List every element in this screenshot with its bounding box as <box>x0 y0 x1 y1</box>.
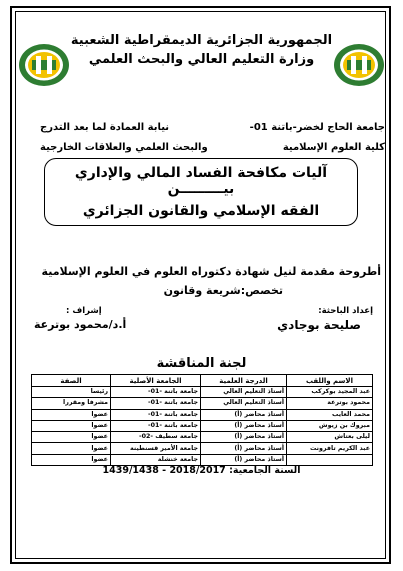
thesis-title-connector: بيـــــــــن <box>167 181 235 197</box>
supervisor-label: إشراف : <box>66 306 102 316</box>
table-header-row <box>32 375 373 387</box>
table-row <box>32 409 373 420</box>
member-university: جامعة باتنة -01- <box>111 409 201 420</box>
student-name: صليحة بوجادي <box>277 318 361 332</box>
member-name: مبروك بن زيوش <box>287 420 373 431</box>
member-rank: أستاذ محاضر (أ) <box>201 432 287 443</box>
thesis-title-box <box>44 158 358 226</box>
member-university: جامعة باتنة -01- <box>111 420 201 431</box>
table-row <box>32 420 373 431</box>
member-role: عضوا <box>32 409 111 420</box>
member-role: عضوا <box>32 432 111 443</box>
member-university: جامعة سطيف -02- <box>111 432 201 443</box>
member-rank: أستاذ محاضر (أ) <box>201 443 287 454</box>
member-name: محمد العايب <box>287 409 373 420</box>
member-role: عضوا <box>32 420 111 431</box>
member-name: ليلى بعتاش <box>287 432 373 443</box>
member-university: جامعة الأمير قسنطينة <box>111 443 201 454</box>
thesis-specialty: تخصص:شريعة وقانون <box>163 284 283 297</box>
member-university: جامعة خنشلة <box>111 454 201 465</box>
supervisor-name: أ.د/محمود بوترعة <box>34 318 127 331</box>
member-rank: أستاذ التعليم العالي <box>201 387 287 398</box>
faculty-name: كلية العلوم الإسلامية <box>282 142 385 153</box>
member-university: جامعة باتنة -01- <box>111 398 201 409</box>
member-role: عضوا <box>32 443 111 454</box>
member-rank: أستاذ محاضر (أ) <box>201 420 287 431</box>
table-row <box>32 443 373 454</box>
university-emblem-icon <box>17 42 71 88</box>
thesis-title-line-3: الفقه الإسلامي والقانون الجزائري <box>82 203 320 219</box>
member-role: رئيسا <box>32 387 111 398</box>
deanship-line-1: نيابة العمادة لما بعد التدرج <box>40 122 170 133</box>
committee-title: لجنة المناقشة <box>156 356 247 371</box>
deanship-line-2: والبحث العلمي والعلاقات الخارجية <box>40 142 208 153</box>
university-name: جامعة الحاج لخضر-باتنة 01- <box>249 122 385 133</box>
member-name: عبد المجيد بوكركب <box>287 387 373 398</box>
member-rank: أستاذ محاضر (أ) <box>201 409 287 420</box>
member-name: عبد الكريم تافرونت <box>287 443 373 454</box>
table-row <box>32 387 373 398</box>
ministry-header: وزارة التعليم العالي والبحث العلمي <box>88 52 315 67</box>
member-rank: أستاذ محاضر (أ) <box>201 454 287 465</box>
column-header-university: الجامعة الأصلية <box>111 375 201 387</box>
member-role: مشرفا ومقررا <box>32 398 111 409</box>
thesis-description: أطروحة مقدمة لنيل شهادة دكتوراه العلوم في العلوم الإسلامية <box>41 265 381 278</box>
member-name: محمود بوترعة <box>287 398 373 409</box>
member-name <box>287 454 373 465</box>
column-header-role: الصفة <box>32 375 111 387</box>
republic-header: الجمهورية الجزائرية الديمقراطية الشعبية <box>70 33 333 48</box>
table-row <box>32 398 373 409</box>
column-header-name: الاسم واللقب <box>287 375 373 387</box>
university-emblem-icon <box>332 42 386 88</box>
student-label: إعداد الباحثة: <box>318 306 373 316</box>
table-row <box>32 454 373 465</box>
member-rank: أستاذ التعليم العالي <box>201 398 287 409</box>
thesis-title-line-1: آليات مكافحة الفساد المالي والإداري <box>74 165 328 181</box>
academic-year: السنة الجامعية: 2018/2017 - 1439/1438 <box>102 465 301 476</box>
committee-table <box>31 374 373 466</box>
member-role: عضوا <box>32 454 111 465</box>
member-university: جامعة باتنة -01- <box>111 387 201 398</box>
table-row <box>32 432 373 443</box>
column-header-rank: الدرجة العلمية <box>201 375 287 387</box>
